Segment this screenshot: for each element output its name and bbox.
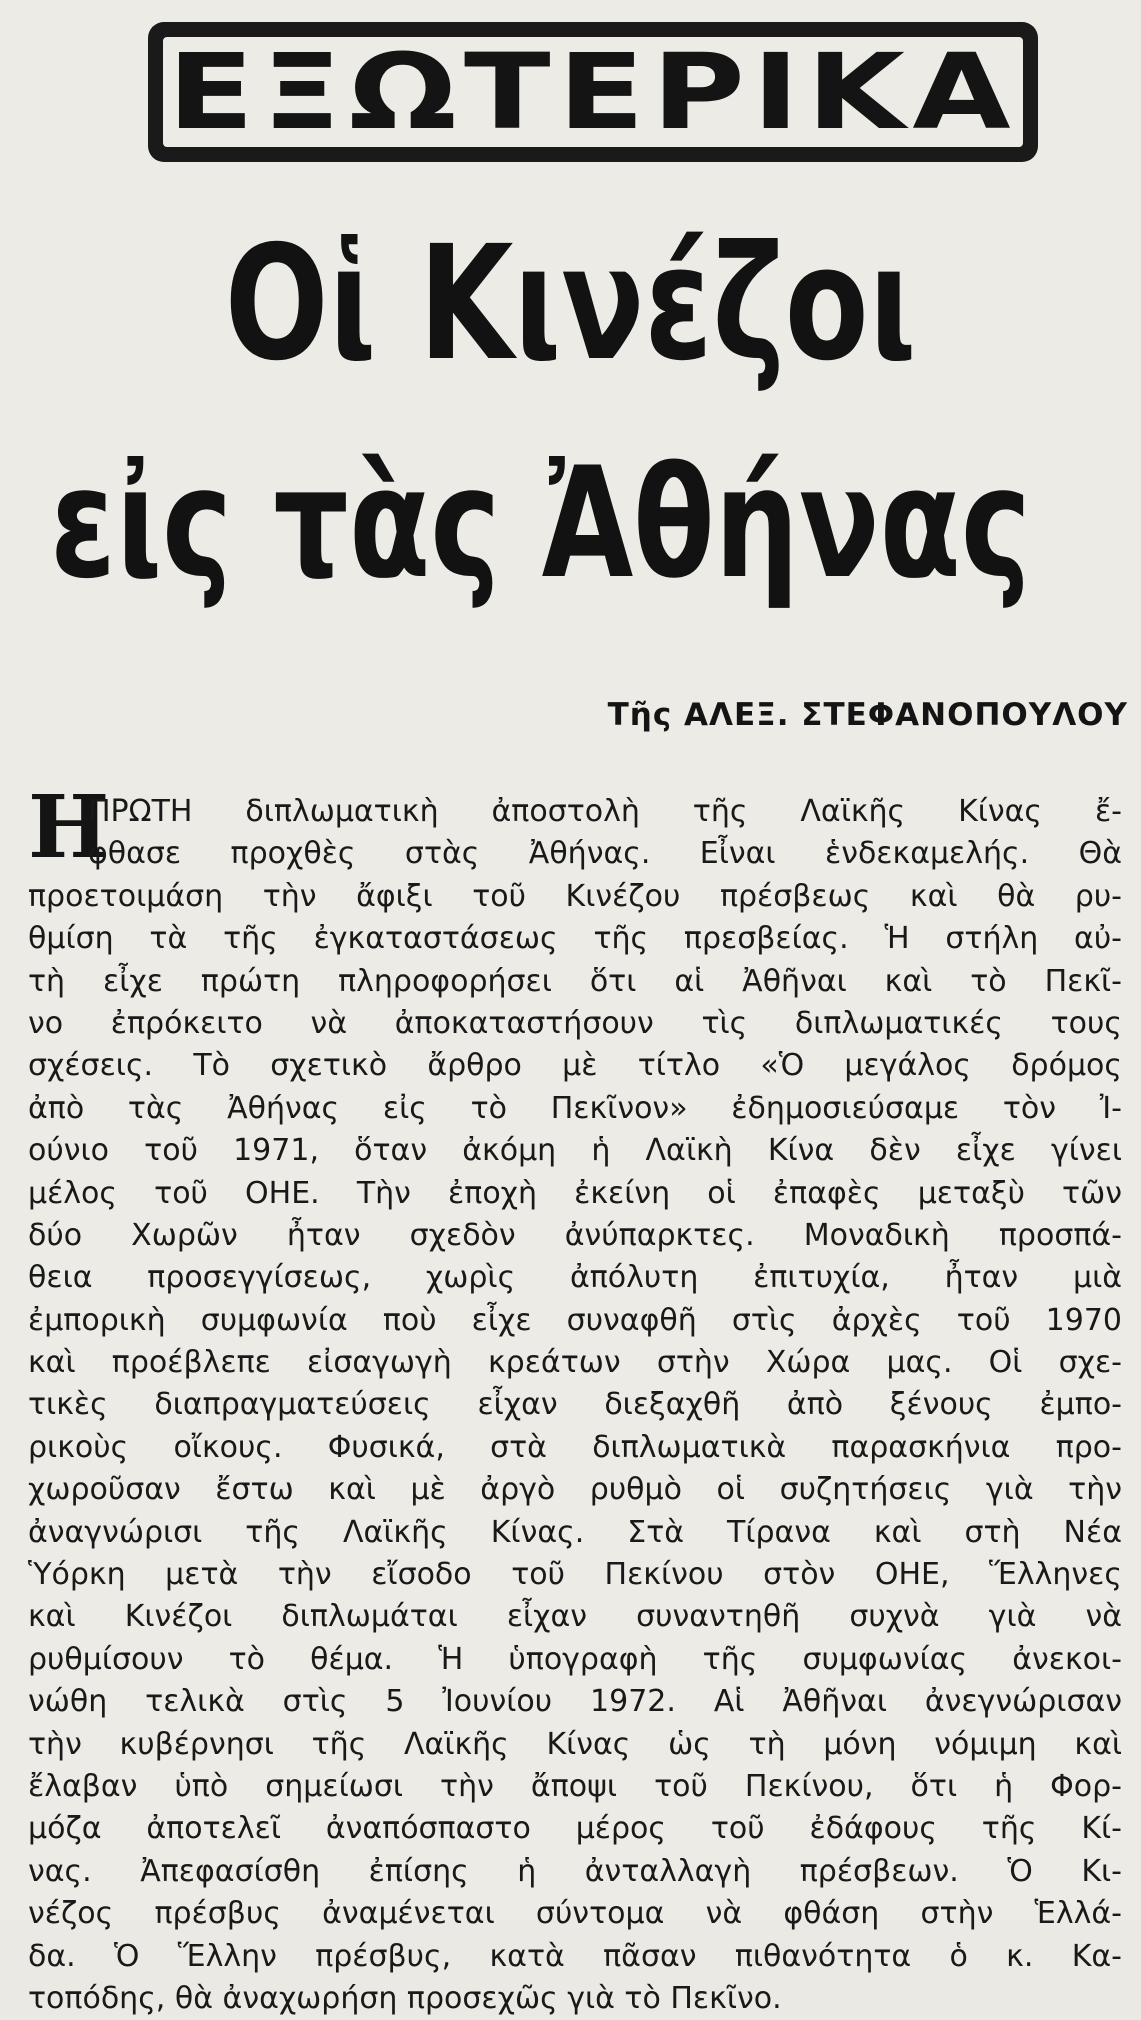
article-line: τὴν κυβέρνησι τῆς Λαϊκῆς Κίνας ὡς τὴ μόνη νόμιμη καὶ: [28, 1726, 1122, 1762]
section-banner: [148, 22, 1038, 162]
headline-line-1: Οἱ Κινέζοι: [224, 212, 917, 396]
article-line: νώθη τελικὰ στὶς 5 Ἰουνίου 1972. Αἱ Ἀθῆναι ἀνεγνώρισαν: [28, 1684, 1122, 1720]
article-line: νέζος πρέσβυς ἀναμένεται σύντομα νὰ φθάση στὴν Ἑλλά-: [28, 1896, 1122, 1932]
article-line: ρυθμίσουν τὸ θέμα. Ἡ ὑπογραφὴ τῆς συμφωνίας ἀνεκοι-: [28, 1641, 1122, 1677]
article-line: Ὑόρκη μετὰ τὴν εἴσοδο τοῦ Πεκίνου στὸν ΟΗΕ, Ἕλληνες: [28, 1557, 1122, 1593]
article-line: ἐμπορικὴ συμφωνία ποὺ εἶχε συναφθῆ στὶς ἀρχὲς τοῦ 1970: [28, 1302, 1122, 1338]
section-banner-frame: [159, 33, 1027, 151]
article-line: χωροῦσαν ἔστω καὶ μὲ ἀργὸ ρυθμὸ οἱ συζητήσεις γιὰ τὴν: [28, 1472, 1122, 1508]
article-line: δα. Ὁ Ἕλλην πρέσβυς, κατὰ πᾶσαν πιθανότητα ὁ κ. Κα-: [28, 1938, 1122, 1974]
article-line: νας. Ἀπεφασίσθη ἐπίσης ἡ ἀνταλλαγὴ πρέσβεων. Ὁ Κι-: [28, 1853, 1122, 1889]
article-line: θμίση τὰ τῆς ἐγκαταστάσεως τῆς πρεσβείας. Ἡ στήλη αὐ-: [28, 921, 1122, 957]
byline: Τῆς ΑΛΕΞ. ΣΤΕΦΑΝΟΠΟΥΛΟΥ: [607, 697, 1128, 733]
article-line: μέλος τοῦ ΟΗΕ. Τὴν ἐποχὴ ἐκείνη οἱ ἐπαφὲς μεταξὺ τῶν: [28, 1175, 1122, 1211]
article-line: ούνιο τοῦ 1971, ὅταν ἀκόμη ἡ Λαϊκὴ Κίνα δὲν εἶχε γίνει: [28, 1133, 1122, 1169]
article-line: δύο Χωρῶν ἦταν σχεδὸν ἀνύπαρκτες. Μοναδικὴ προσπά-: [28, 1217, 1122, 1253]
article-line: ρικοὺς οἴκους. Φυσικά, στὰ διπλωματικὰ παρασκήνια προ-: [28, 1429, 1122, 1465]
article-line: σχέσεις. Τὸ σχετικὸ ἄρθρο μὲ τίτλο «Ὁ μεγάλος δρόμος: [28, 1048, 1122, 1084]
article-line: τικὲς διαπραγματεύσεις εἶχαν διεξαχθῆ ἀπὸ ξένους ἐμπο-: [28, 1387, 1122, 1423]
article-line: ἀναγνώρισι τῆς Λαϊκῆς Κίνας. Στὰ Τίρανα καὶ στὴ Νέα: [28, 1514, 1122, 1550]
article-line: καὶ προέβλεπε εἰσαγωγὴ κρεάτων στὴν Χώρα μας. Οἱ σχε-: [28, 1345, 1122, 1381]
drop-cap: Η: [28, 777, 110, 878]
article-line: ΠΡΩΤΗ διπλωματικὴ ἀποστολὴ τῆς Λαϊκῆς Κίνας ἔ-: [88, 794, 1122, 829]
article-line: μόζα ἀποτελεῖ ἀναπόσπαστο μέρος τοῦ ἐδάφους τῆς Κί-: [28, 1811, 1122, 1847]
headline-line-2: εἰς τὰς Ἀθήνας: [49, 435, 1031, 613]
article-line: ἀπὸ τὰς Ἀθήνας εἰς τὸ Πεκῖνον» ἐδημοσιεύσαμε τὸν Ἰ-: [28, 1090, 1122, 1126]
article-line: νο ἐπρόκειτο νὰ ἀποκαταστήσουν τὶς διπλωματικές τους: [28, 1005, 1122, 1041]
article-line: φθασε προχθὲς στὰς Ἀθήνας. Εἶναι ἑνδεκαμελής. Θὰ: [88, 836, 1122, 872]
article-line: καὶ Κινέζοι διπλωμάται εἶχαν συναντηθῆ συχνὰ γιὰ νὰ: [28, 1599, 1122, 1635]
article-line: τοπόδης, θὰ ἀναχωρήση προσεχῶς γιὰ τὸ Πεκῖνο.: [28, 1980, 782, 2016]
section-banner-title: ΕΞΩΤΕΡΙΚΑ: [167, 31, 1019, 153]
article-line: θεια προσεγγίσεως, χωρὶς ἀπόλυτη ἐπιτυχία, ἦταν μιὰ: [28, 1260, 1122, 1296]
article-body: [28, 791, 1122, 2020]
article-line: ἔλαβαν ὑπὸ σημείωσι τὴν ἄποψι τοῦ Πεκίνου, ὅτι ἡ Φορ-: [28, 1768, 1122, 1804]
article-line: τὴ εἶχε πρώτη πληροφορήσει ὅτι αἱ Ἀθῆναι καὶ τὸ Πεκῖ-: [28, 963, 1122, 999]
article-line: προετοιμάση τὴν ἄφιξι τοῦ Κινέζου πρέσβεως καὶ θὰ ρυ-: [28, 878, 1122, 914]
